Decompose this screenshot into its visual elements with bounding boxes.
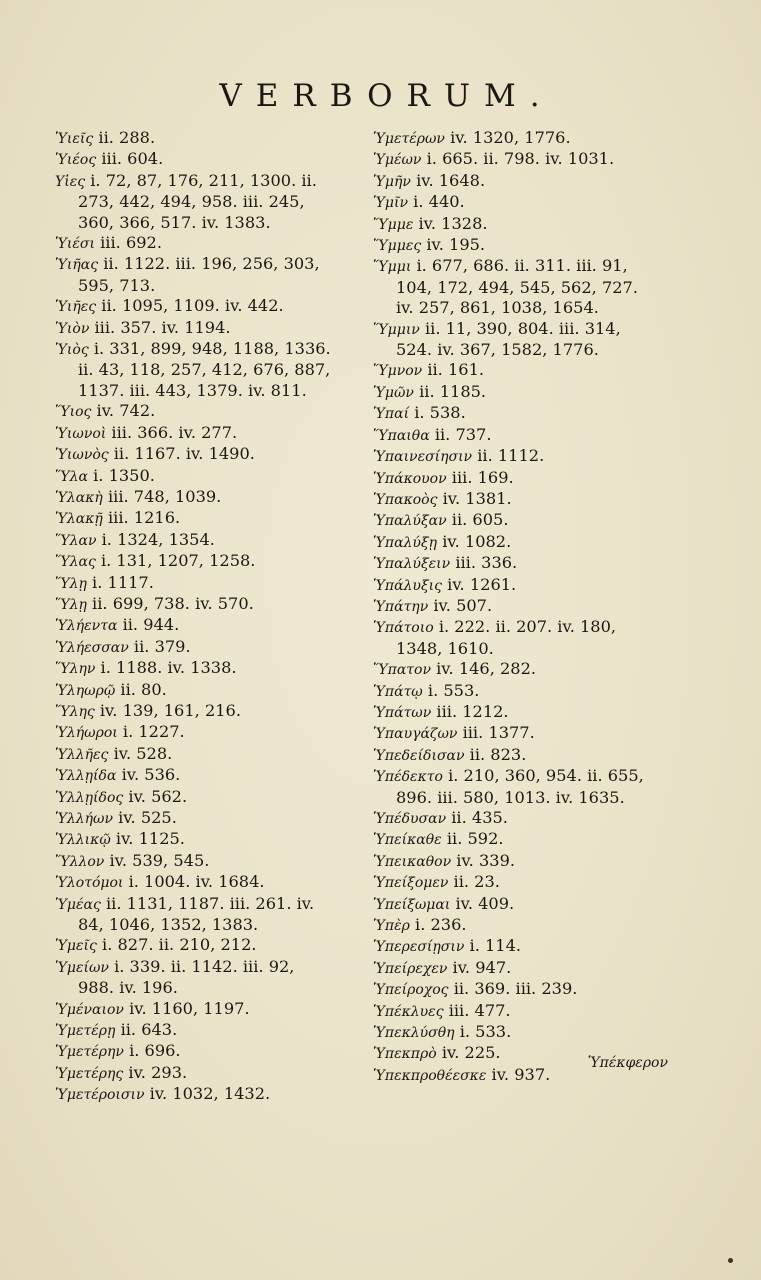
entry-references: ii. 1185.: [419, 381, 487, 401]
entry-headword: Ὕλῃ: [55, 575, 87, 592]
entry-references: iii. 1212.: [436, 701, 509, 721]
entry-references: i. 665. ii. 798. iv. 1031.: [426, 149, 615, 169]
entry-headword: Ὑπεκλύσθη: [373, 1025, 455, 1042]
entry-references: ii. 944.: [122, 615, 180, 635]
entry-headword: Ὑιεῖς: [55, 131, 94, 147]
entry-references: ii. 161.: [427, 360, 485, 380]
index-entry: [373, 829, 703, 850]
index-entry: [373, 766, 703, 808]
index-entry: [373, 894, 703, 915]
entry-headword: Ὑπεκπροθέεσκε: [373, 1067, 487, 1084]
catchword: Ὑπέκφερον: [587, 1055, 668, 1071]
index-entry: [55, 318, 355, 339]
index-entry: [373, 745, 703, 766]
index-entry: [373, 723, 703, 744]
entry-references: iii. 169.: [451, 467, 514, 487]
entry-references: 988. iv. 196.: [78, 978, 178, 998]
entry-references: iv. 139, 161, 216.: [99, 700, 241, 720]
index-entry: [55, 935, 355, 956]
entry-references: ii. 699, 738. iv. 570.: [92, 593, 254, 613]
entry-headword: Ὕλην: [55, 661, 96, 678]
index-entry: [55, 254, 355, 296]
entry-references: 524. iv. 367, 1582, 1776.: [396, 340, 599, 360]
entry-references: i. 440.: [413, 192, 465, 212]
entry-headword: Υἱες: [55, 173, 86, 190]
index-entry: [373, 659, 703, 680]
index-entry: [55, 149, 355, 170]
entry-headword: Ὑμῆν: [373, 173, 411, 190]
index-entry: [55, 171, 355, 233]
index-entry: [373, 702, 703, 723]
entry-references: 595, 713.: [78, 275, 156, 295]
entry-references: i. 1004. iv. 1684.: [128, 872, 265, 892]
index-entry: [373, 936, 703, 957]
index-entry: [373, 319, 703, 361]
entry-references: i. 827. ii. 210, 212.: [102, 935, 257, 955]
entry-headword: Ὑπείκαθε: [373, 832, 442, 849]
entry-headword: Ὑπείξωμαι: [373, 896, 451, 913]
entry-references: i. 1324, 1354.: [101, 529, 215, 549]
entry-headword: Ὑπέδυσαν: [373, 811, 447, 827]
index-entry: [373, 235, 703, 256]
index-entry: [55, 423, 355, 444]
entry-references: ii. 288.: [98, 128, 156, 147]
entry-headword: Ὑμέας: [55, 896, 101, 913]
index-entry: [55, 851, 355, 872]
entry-headword: Ὑιέος: [55, 152, 97, 169]
index-entry: [55, 829, 355, 850]
entry-headword: Ὑπάκουον: [373, 470, 447, 487]
entry-headword: Ὑλακὴ: [55, 489, 103, 506]
index-entry: [373, 808, 703, 829]
entry-headword: Ὑμῖν: [373, 195, 409, 212]
entry-references: ii. 823.: [469, 744, 527, 764]
entry-references: iii. 692.: [100, 233, 162, 253]
index-entry: [373, 468, 703, 489]
entry-references: i. 696.: [129, 1041, 181, 1061]
entry-headword: Ὑιὸν: [55, 320, 90, 337]
index-entry: [373, 596, 703, 617]
entry-headword: Ὕμμες: [373, 238, 422, 255]
entry-references: 896. iii. 580, 1013. iv. 1635.: [396, 787, 625, 807]
index-entry: [55, 551, 355, 572]
entry-headword: Ὑπερεσίῃσιν: [373, 939, 465, 956]
entry-references: iv. 937.: [491, 1064, 551, 1084]
entry-headword: Ὑληωρῷ: [55, 682, 116, 699]
index-entry: [373, 915, 703, 936]
entry-references: i. 538.: [414, 403, 466, 423]
index-entry: [373, 192, 703, 213]
entry-headword: Ὑπεκπρὸ: [373, 1046, 437, 1063]
index-entry: [55, 466, 355, 487]
index-entry: [55, 296, 355, 317]
index-entry: [373, 553, 703, 574]
entry-headword: Ὑπακοὸς: [373, 491, 438, 508]
index-entry: [55, 808, 355, 829]
entry-headword: Ὑλακῇ: [55, 511, 103, 528]
entry-references: i. 222. ii. 207. iv. 180,: [438, 617, 617, 637]
entry-headword: Ὑπείξομεν: [373, 875, 449, 892]
entry-references: iv. 339.: [456, 850, 516, 870]
entry-references: i. 1188. iv. 1338.: [100, 658, 237, 678]
index-entry: [55, 128, 355, 149]
entry-headword: Ὑμετέρῃ: [55, 1023, 116, 1040]
entry-headword: Ὑπείρεχεν: [373, 960, 448, 977]
index-entry: [55, 530, 355, 551]
entry-headword: Ὑπαλύξαν: [373, 513, 447, 530]
index-entry: [373, 149, 703, 170]
entry-headword: Ὑλλικῷ: [55, 832, 111, 849]
index-entry: [55, 701, 355, 722]
entry-references: iii. 366. iv. 277.: [111, 422, 238, 442]
index-entry: [55, 744, 355, 765]
entry-references: iv. 1125.: [115, 829, 185, 849]
entry-references: iv. 525.: [118, 808, 177, 827]
entry-headword: Ὑπαινεσίησιν: [373, 449, 473, 466]
entry-headword: Ὕλλον: [55, 853, 105, 870]
entry-references: ii. 11, 390, 804. iii. 314,: [424, 318, 621, 338]
entry-headword: Ὑιέσι: [55, 236, 95, 253]
running-head: VERBORUM.: [219, 78, 554, 114]
entry-references: iv. 1381.: [442, 488, 512, 508]
entry-references: iv. 536.: [121, 765, 181, 785]
entry-headword: Ὑπαλύξειν: [373, 556, 451, 573]
entry-headword: Ὕλα: [55, 468, 88, 485]
entry-headword: Ὑιωνὸς: [55, 447, 109, 464]
index-entry: [373, 403, 703, 424]
entry-headword: Ὑπάτην: [373, 598, 429, 615]
entry-references: i. 533.: [459, 1022, 512, 1042]
index-entry: [373, 510, 703, 531]
entry-references: ii. 1112.: [477, 446, 545, 466]
entry-headword: Ὕμμε: [373, 216, 414, 233]
entry-references: iv. 1320, 1776.: [450, 128, 571, 147]
entry-headword: Ὑμετέροισιν: [55, 1087, 145, 1104]
entry-headword: Ὑιῆας: [55, 257, 99, 274]
entry-references: i. 677, 686. ii. 311. iii. 91,: [416, 256, 628, 276]
entry-references: ii. 379.: [133, 636, 191, 656]
index-entry: [55, 787, 355, 808]
entry-references: ii. 643.: [120, 1020, 178, 1040]
entry-references: iv. 1082.: [442, 531, 512, 551]
entry-references: iii. 1377.: [462, 723, 535, 743]
entry-headword: Ὑλοτόμοι: [55, 875, 124, 892]
entry-references: ii. 43, 118, 257, 412, 676, 887,: [78, 360, 331, 380]
index-entry: [373, 575, 703, 596]
entry-headword: Ὑπὲρ: [373, 918, 410, 935]
entry-references: iv. 257, 861, 1038, 1654.: [396, 298, 599, 318]
index-entry: [55, 339, 355, 401]
entry-references: i. 210, 360, 954. ii. 655,: [448, 766, 644, 786]
entry-headword: Ὑπεικαθον: [373, 853, 452, 870]
index-entry: [373, 872, 703, 893]
entry-references: iv. 1648.: [416, 170, 486, 190]
entry-references: iv. 539, 545.: [109, 850, 210, 870]
entry-references: i. 1350.: [93, 465, 155, 485]
entry-headword: Ὑλήεσσαν: [55, 639, 129, 656]
entry-headword: Ὑπάτοιο: [373, 620, 434, 637]
entry-headword: Ὕλῃ: [55, 596, 87, 613]
entry-references: iv. 293.: [128, 1062, 188, 1082]
index-entry: [55, 957, 355, 999]
index-entry: [373, 425, 703, 446]
entry-headword: Ὕμμι: [373, 259, 412, 276]
entry-headword: Ὕιος: [55, 404, 92, 421]
entry-references: iii. 477.: [448, 1000, 511, 1020]
entry-references: iv. 528.: [113, 743, 173, 763]
entry-references: ii. 1131, 1187. iii. 261. iv.: [105, 893, 315, 913]
entry-headword: Ὑλλῃίδος: [55, 789, 124, 806]
entry-headword: Ὑλήεντα: [55, 618, 118, 635]
entry-headword: Ὑπέκλυες: [373, 1003, 444, 1020]
entry-references: i. 1117.: [92, 572, 154, 592]
index-entry: [55, 637, 355, 658]
entry-references: iv. 947.: [452, 957, 512, 977]
index-entry: [373, 128, 703, 149]
entry-references: iii. 604.: [101, 149, 164, 169]
index-entry: [55, 894, 355, 936]
entry-headword: Ὑπαυγάζων: [373, 726, 458, 743]
index-entry: [373, 979, 703, 1000]
entry-references: ii. 592.: [446, 829, 504, 849]
entry-headword: Ὕλαν: [55, 532, 97, 549]
entry-references: iv. 1328.: [418, 213, 488, 233]
index-entry: [55, 658, 355, 679]
index-entry: [373, 360, 703, 381]
index-entry: [55, 722, 355, 743]
index-entry: [373, 1022, 703, 1043]
index-entry: [373, 489, 703, 510]
entry-headword: Ὑλήωροι: [55, 725, 118, 742]
entry-references: iii. 357. iv. 1194.: [94, 317, 231, 337]
entry-references: iv. 1032, 1432.: [149, 1084, 271, 1104]
entry-references: ii. 435.: [451, 808, 508, 827]
entry-headword: Ὑπεδείδισαν: [373, 747, 465, 764]
entry-references: iv. 562.: [128, 786, 188, 806]
entry-headword: Ὑμέων: [373, 152, 422, 169]
index-entry: [373, 171, 703, 192]
entry-headword: Ὑμέναιον: [55, 1001, 124, 1018]
entry-references: iv. 146, 282.: [436, 659, 537, 679]
index-entry: [55, 1020, 355, 1041]
entry-headword: Ὑπαλύξῃ: [373, 534, 438, 551]
index-entry: [373, 256, 703, 318]
index-entry: [55, 401, 355, 422]
entry-references: iii. 336.: [455, 553, 518, 573]
entry-references: iv. 742.: [96, 401, 156, 421]
entry-references: iv. 195.: [426, 235, 486, 255]
index-entry: [55, 233, 355, 254]
index-entry: [55, 594, 355, 615]
entry-references: 104, 172, 494, 545, 562, 727.: [396, 277, 638, 297]
entry-references: i. 236.: [415, 915, 467, 935]
index-entry: [55, 1063, 355, 1084]
entry-references: iv. 1160, 1197.: [129, 998, 250, 1018]
entry-headword: Ὕμμιν: [373, 321, 420, 338]
index-entry: [373, 681, 703, 702]
entry-references: i. 553.: [427, 680, 480, 700]
entry-references: 84, 1046, 1352, 1383.: [78, 915, 259, 935]
entry-headword: Ὑμετέρης: [55, 1065, 124, 1082]
index-entry: [55, 615, 355, 636]
entry-headword: Ὑμείων: [55, 959, 109, 976]
entry-references: ii. 80.: [120, 679, 167, 699]
index-entry: [55, 508, 355, 529]
entry-headword: Ὕπατον: [373, 662, 431, 679]
entry-headword: Ὑπέδεκτο: [373, 769, 443, 786]
entry-references: ii. 1122. iii. 196, 256, 303,: [103, 254, 320, 274]
entry-headword: Ὑμῶν: [373, 384, 414, 401]
index-entry: [373, 1001, 703, 1022]
entry-references: iv. 225.: [441, 1043, 501, 1063]
entry-headword: Ὕλας: [55, 554, 96, 571]
entry-references: i. 114.: [469, 936, 522, 956]
entry-references: ii. 369. iii. 239.: [453, 979, 578, 999]
index-entry: [55, 573, 355, 594]
entry-references: 360, 366, 517. iv. 1383.: [78, 212, 271, 232]
entry-headword: Ὑλλῃίδα: [55, 768, 117, 785]
entry-references: 1137. iii. 443, 1379. iv. 811.: [78, 380, 307, 400]
index-entry: [373, 617, 703, 659]
index-entry: [55, 487, 355, 508]
entry-references: ii. 23.: [453, 872, 500, 892]
entry-headword: Ὑλλῆες: [55, 746, 109, 763]
index-entry: [55, 999, 355, 1020]
entry-references: 1348, 1610.: [396, 638, 494, 658]
entry-references: i. 1227.: [122, 722, 185, 742]
entry-headword: Ὑμετέρων: [373, 131, 445, 147]
index-entry: [373, 214, 703, 235]
entry-references: i. 131, 1207, 1258.: [100, 551, 256, 571]
index-entry: [55, 680, 355, 701]
index-entry: [373, 446, 703, 467]
entry-references: 273, 442, 494, 958. iii. 245,: [78, 192, 305, 212]
entry-headword: Ὑπαί: [373, 406, 410, 423]
index-entry: [55, 872, 355, 893]
entry-references: iv. 409.: [455, 893, 515, 913]
entry-headword: Ὑπείροχος: [373, 982, 449, 999]
entry-headword: Ὑμεῖς: [55, 938, 97, 955]
index-entry: [373, 851, 703, 872]
entry-references: ii. 737.: [434, 424, 492, 444]
entry-headword: Ὑπάτων: [373, 704, 432, 721]
entry-references: iv. 507.: [433, 595, 493, 615]
entry-references: iii. 748, 1039.: [107, 486, 222, 506]
entry-headword: Ὕπαιθα: [373, 427, 430, 444]
entry-headword: Ὑλλήων: [55, 811, 113, 827]
index-entry: [373, 382, 703, 403]
index-column-left: [55, 128, 355, 1106]
entry-references: iv. 1261.: [447, 574, 517, 594]
index-column-right: [373, 128, 703, 1086]
index-entry: [373, 958, 703, 979]
entry-headword: Ὑιωνοὶ: [55, 425, 107, 442]
entry-references: i. 339. ii. 1142. iii. 92,: [114, 956, 295, 976]
entry-headword: Ὑπάτῳ: [373, 683, 423, 700]
entry-references: ii. 1095, 1109. iv. 442.: [101, 296, 284, 316]
index-entry: [55, 765, 355, 786]
entry-headword: Ὕλης: [55, 703, 95, 720]
entry-headword: Ὑπάλυξις: [373, 577, 442, 594]
ink-spot: [728, 1258, 733, 1263]
index-entry: [55, 1041, 355, 1062]
entry-headword: Ὑμετέρην: [55, 1044, 124, 1061]
entry-headword: Ὑιὸς: [55, 342, 89, 359]
index-entry: [55, 444, 355, 465]
entry-references: i. 331, 899, 948, 1188, 1336.: [93, 339, 331, 359]
index-entry: [55, 1084, 355, 1105]
entry-references: i. 72, 87, 176, 211, 1300. ii.: [90, 170, 317, 190]
entry-references: iii. 1216.: [107, 508, 181, 528]
index-entry: [373, 532, 703, 553]
entry-headword: Ὑιῆες: [55, 299, 97, 316]
entry-references: ii. 605.: [451, 510, 509, 530]
entry-headword: Ὕμνον: [373, 363, 423, 380]
entry-references: ii. 1167. iv. 1490.: [113, 444, 255, 464]
